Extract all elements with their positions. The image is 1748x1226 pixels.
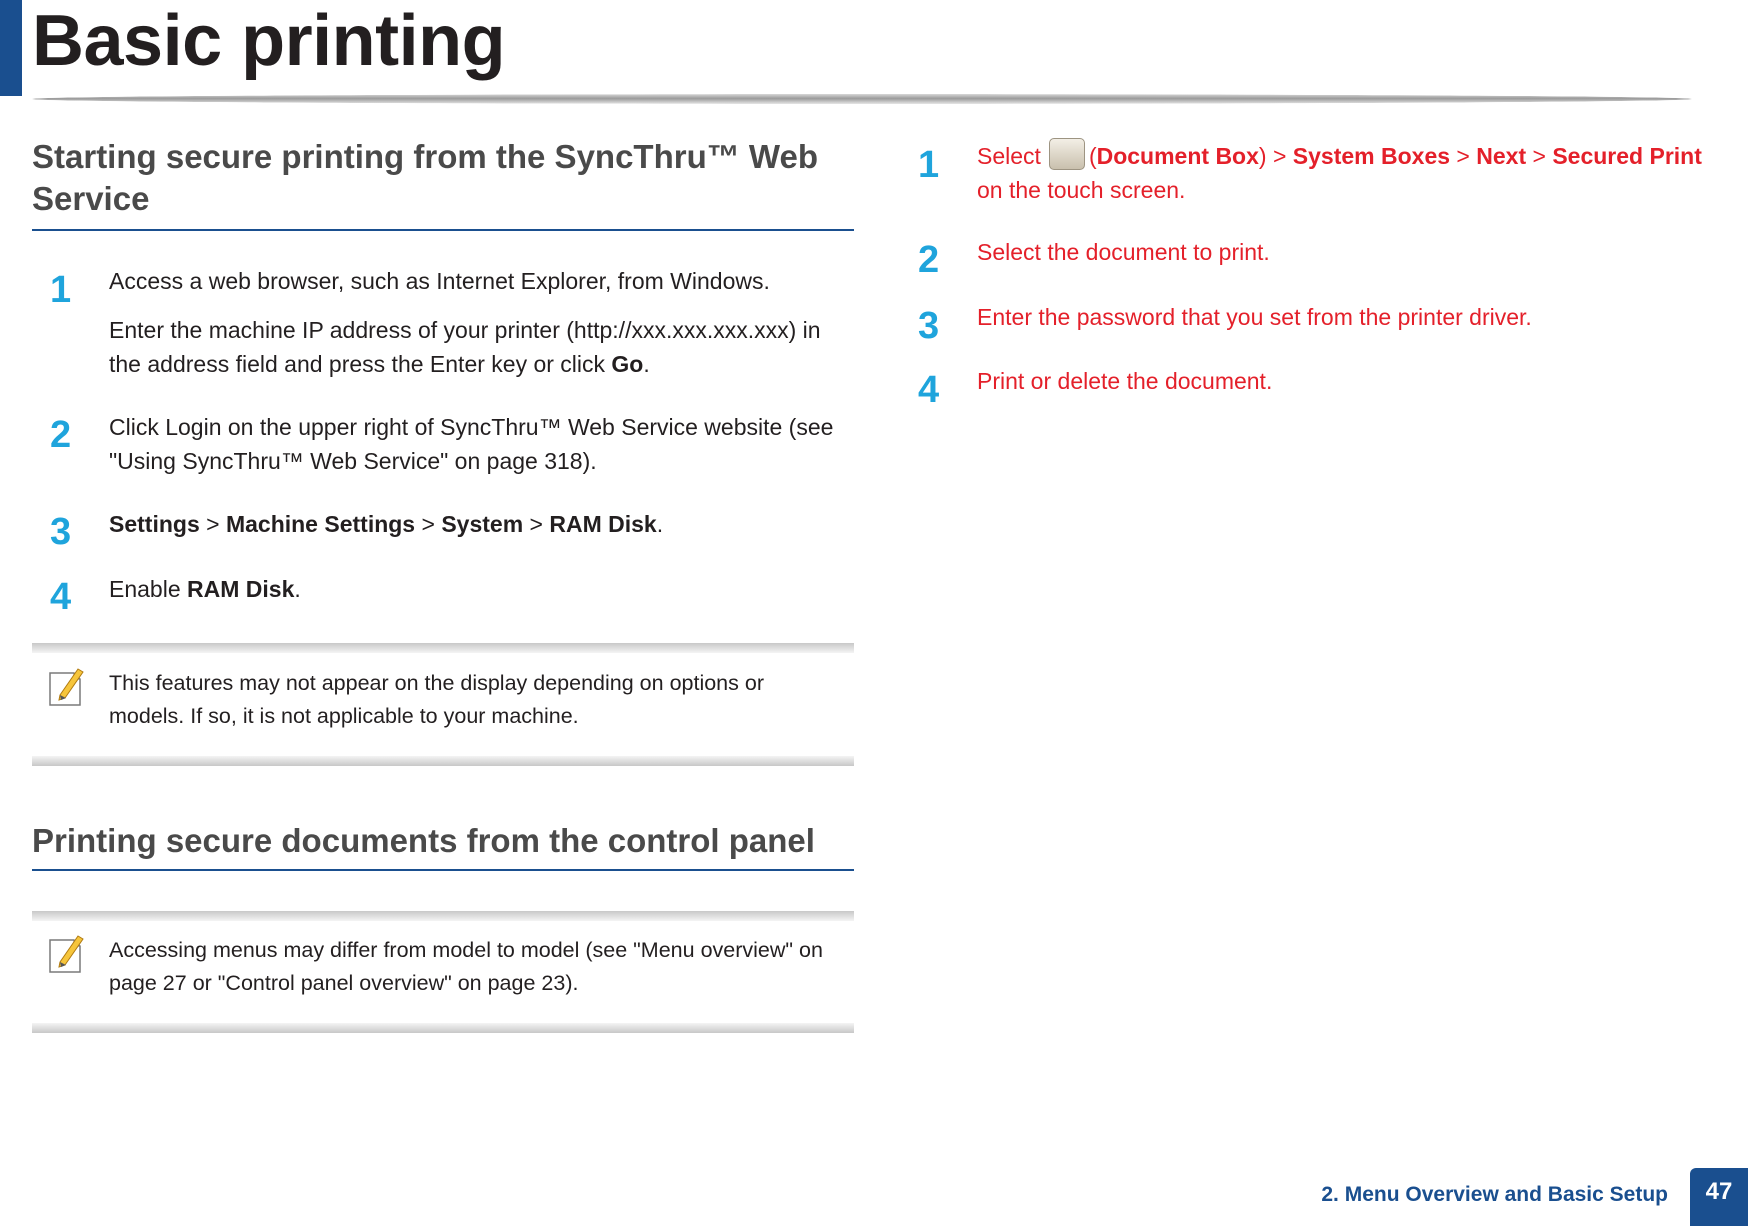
- note-top-bar: [32, 911, 854, 921]
- ram-disk-label: RAM Disk: [549, 511, 657, 537]
- step-line-text: Enter the machine IP address of your printer (http://xxx.xxx.xxx.xxx) in the address field and press the Enter key or click: [109, 317, 821, 377]
- step-text: Select the document to print.: [977, 239, 1270, 265]
- note-box: [32, 643, 854, 766]
- step-number: 3: [50, 511, 72, 553]
- note-pencil-icon: [46, 932, 86, 976]
- step-text: [109, 572, 849, 606]
- note-text: This features may not appear on the display depending on options or models. If so, it is not applicable to your machine.: [109, 671, 764, 728]
- go-label: Go: [611, 351, 644, 377]
- document-box-icon: [1049, 138, 1085, 170]
- period: .: [643, 351, 650, 377]
- step-number: 3: [918, 305, 940, 347]
- step-text: Enter the password that you set from the printer driver.: [977, 304, 1532, 330]
- step-number: 4: [50, 576, 72, 618]
- note-text: Accessing menus may differ from model to model (see "Menu overview" on page 27 or "Control panel overview" on page 23).: [109, 938, 823, 995]
- page-title: Basic printing: [32, 1, 506, 81]
- separator: >: [523, 511, 550, 537]
- separator: >: [199, 511, 226, 537]
- step-text: Click Login on the upper right of SyncThru™ Web Service website (see "Using SyncThru™ Web Service" on page 318).: [109, 414, 834, 474]
- settings-label: Settings: [109, 511, 200, 537]
- period: .: [294, 576, 301, 602]
- section-heading-control-panel: Printing secure documents from the control panel: [32, 822, 815, 859]
- note-top-bar: [32, 643, 854, 653]
- page-number: 47: [1690, 1168, 1748, 1226]
- select-label: Select: [977, 143, 1041, 169]
- secured-print-label: Secured Print: [1552, 143, 1702, 169]
- note-bottom-bar: [32, 1023, 854, 1033]
- step-tail-text: on the touch screen.: [977, 177, 1186, 203]
- footer-chapter: 2. Menu Overview and Basic Setup: [1321, 1183, 1668, 1206]
- step-number: 2: [918, 239, 940, 281]
- ram-disk-label: RAM Disk: [187, 576, 295, 602]
- title-divider: [32, 94, 1692, 104]
- step-line: Access a web browser, such as Internet Explorer, from Windows.: [109, 268, 770, 294]
- step-number: 1: [50, 269, 72, 311]
- step-number: 4: [918, 369, 940, 411]
- note-pencil-icon: [46, 665, 86, 709]
- next-label: Next: [1476, 143, 1527, 169]
- document-box-label: Document Box: [1096, 143, 1259, 169]
- step-number: 1: [918, 144, 940, 186]
- section-divider: [32, 229, 854, 231]
- machine-settings-label: Machine Settings: [225, 511, 416, 537]
- separator: >: [415, 511, 442, 537]
- step-number: 2: [50, 414, 72, 456]
- section-heading-web-service: Starting secure printing from the SyncThru™ Web Service: [32, 138, 818, 217]
- note-bottom-bar: [32, 756, 854, 766]
- step-line: [109, 313, 849, 381]
- step-text: Select (Document Box) > System Boxes > Next > Secured Print on the touch screen.: [977, 138, 1722, 207]
- title-accent-bar: [0, 0, 22, 96]
- note-box: [32, 911, 854, 1033]
- period: .: [656, 511, 664, 537]
- system-label: System: [441, 511, 524, 537]
- step-text: [109, 264, 849, 381]
- step-text: Print or delete the document.: [977, 368, 1273, 394]
- system-boxes-label: System Boxes: [1292, 143, 1451, 169]
- step-text: [109, 507, 849, 541]
- enable-label: Enable: [109, 576, 188, 602]
- section-divider: [32, 869, 854, 871]
